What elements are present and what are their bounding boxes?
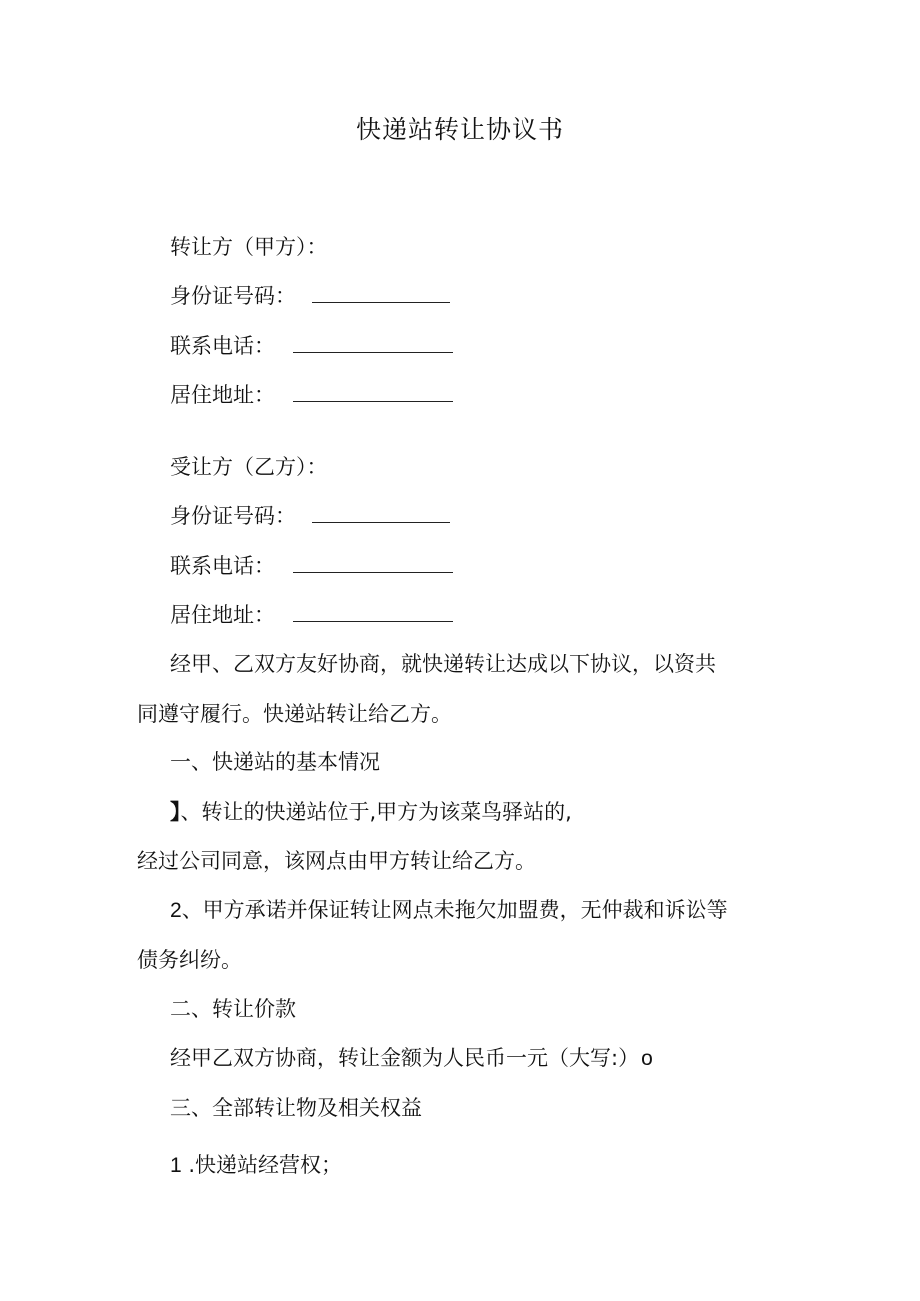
party-a-id-label: 身份证号码：	[170, 284, 296, 308]
section-1-item-2-number: 2	[170, 899, 182, 922]
section-3-heading: 三、全部转让物及相关权益	[170, 1096, 422, 1120]
party-b-phone-row	[170, 550, 453, 582]
party-b-address-label: 居住地址：	[170, 603, 275, 627]
section-1-heading: 一、快递站的基本情况	[170, 750, 380, 774]
party-a-phone-row	[170, 330, 453, 362]
party-a-id-row	[170, 280, 450, 312]
party-b-phone-blank[interactable]	[293, 550, 453, 573]
section-1-item-1	[170, 796, 572, 828]
intro-line-1: 经甲、乙双方友好协商，就快递转让达成以下协议，以资共	[170, 652, 716, 676]
party-b-address-blank[interactable]	[293, 599, 453, 622]
party-a-address-row	[170, 379, 453, 411]
party-a-heading: 转让方（甲方）：	[170, 235, 328, 259]
section-1-item-2-cont: 债务纠纷。	[137, 948, 242, 972]
document-title: 快递站转让协议书	[355, 115, 564, 144]
party-a-id-blank[interactable]	[312, 280, 450, 303]
party-b-heading: 受让方（乙方）：	[170, 455, 328, 479]
party-a-address-blank[interactable]	[293, 379, 453, 402]
party-b-id-blank[interactable]	[312, 500, 450, 523]
party-b-address-row	[170, 599, 453, 631]
section-2-text-main: 经甲乙双方协商，转让金额为人民币一元（大写:）	[170, 1046, 640, 1070]
party-a-address-label: 居住地址：	[170, 383, 275, 407]
section-1-item-1-text: 、转让的快递站位于,甲方为该菜鸟驿站的,	[180, 800, 572, 824]
section-2-text	[170, 1042, 653, 1075]
section-1-item-2	[170, 894, 728, 927]
section-2-heading: 二、转让价款	[170, 997, 296, 1021]
section-3-item-1-number: 1	[170, 1154, 182, 1177]
section-1-item-2-text: 、甲方承诺并保证转让网点未拖欠加盟费，无仲裁和诉讼等	[181, 898, 728, 922]
section-3-item-1-text: .快递站经营权；	[181, 1153, 343, 1177]
party-a-phone-label: 联系电话：	[170, 334, 275, 358]
party-b-phone-label: 联系电话：	[170, 554, 275, 578]
section-1-item-1-cont: 经过公司同意，该网点由甲方转让给乙方。	[137, 849, 536, 873]
section-2-text-tail: o	[641, 1047, 653, 1070]
party-b-id-label: 身份证号码：	[170, 504, 296, 528]
party-a-phone-blank[interactable]	[293, 330, 453, 353]
party-b-id-row	[170, 500, 450, 532]
section-3-item-1	[170, 1149, 342, 1182]
section-1-item-1-marker: 】	[170, 800, 181, 824]
intro-line-2: 同遵守履行。快递站转让给乙方。	[137, 702, 452, 726]
